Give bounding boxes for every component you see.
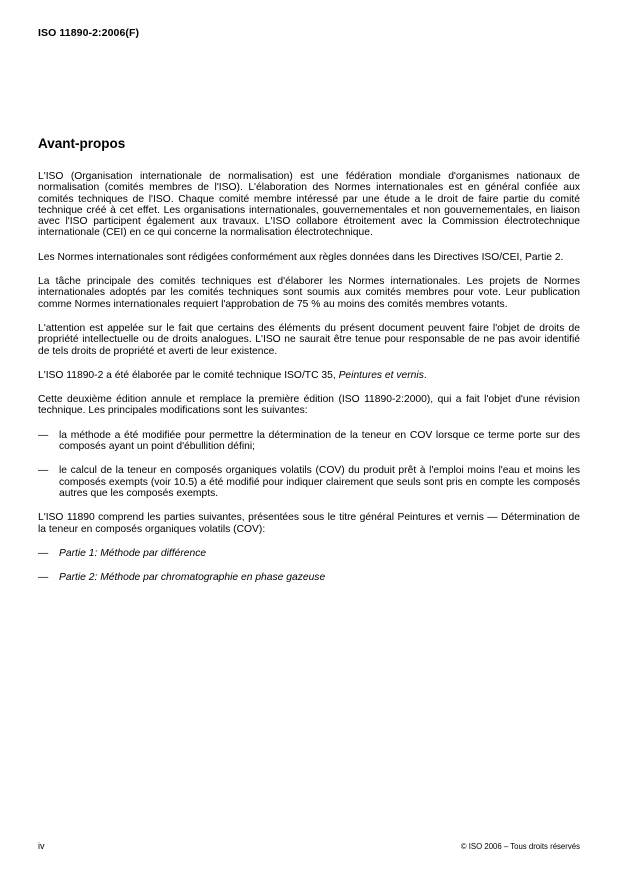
foreword-section — [38, 136, 580, 596]
list-dash: — — [38, 429, 49, 441]
foreword-title: Avant-propos — [38, 136, 126, 151]
committee-title: Peintures et vernis — [338, 369, 424, 381]
paragraph-5-text: L'ISO 11890-2 a été élaborée par le comité technique ISO/TC 35, — [38, 369, 339, 381]
foreword-paragraph-5 — [38, 370, 580, 381]
foreword-paragraph-6: Cette deuxième édition annule et remplace la première édition (ISO 11890-2:2000), qui a fait l'objet d'une révision technique. Les principales modifications sont les suivantes: — [38, 394, 580, 417]
part-list-item — [38, 548, 580, 559]
part-item-text: Partie 1: Méthode par différence — [59, 547, 207, 559]
list-dash: — — [38, 547, 49, 559]
list-dash: — — [38, 572, 49, 584]
foreword-paragraph-2: Les Normes internationales sont rédigées conformément aux règles données dans les Directives ISO/CEI, Partie 2. — [38, 251, 564, 263]
part-item-text: Partie 2: Méthode par chromatographie en phase gazeuse — [59, 572, 326, 584]
list-dash: — — [38, 465, 49, 477]
foreword-paragraph-4: L'attention est appelée sur le fait que certains des éléments du présent document peuvent faire l'objet de droits de propriété intellectuelle ou de droits analogues. L'ISO ne saurait être tenue pour responsable de ne pas avoir identifié de tels droits de propriété et averti de leur existence. — [38, 322, 580, 357]
foreword-paragraph-1: L'ISO (Organisation internationale de normalisation) est une fédération mondiale d'organismes nationaux de normalisation (comités membres de l'ISO). L'élaboration des Normes internationales est en général confiée aux comités techniques de l'ISO. Chaque comité membre intéressé par une étude a le droit de faire partie du comité technique créé à cet effet. Les organisations internationales, gouvernementales et non gouvernementales, en liaison avec l'ISO participent également aux travaux. L'ISO collabore étroitement avec la Commission électrotechnique internationale (CEI) en ce qui concerne la normalisation électrotechnique. — [38, 171, 580, 239]
page-number: iv — [38, 841, 45, 851]
modification-list-item — [38, 430, 580, 453]
modification-item-text: la méthode a été modifiée pour permettre la détermination de la teneur en COV lorsque ce terme porte sur des composés ayant un point d'ébullition défini; — [59, 429, 580, 453]
paragraph-5-period: . — [423, 369, 427, 381]
foreword-paragraph-3: La tâche principale des comités techniques est d'élaborer les Normes internationales. Les projets de Normes internationales adoptés par les comités techniques sont soumis aux comités membres pour vote. Leur publication comme Normes internationales requiert l'approbation de 75 % au moins des comités membres votants. — [38, 276, 580, 310]
document-reference: ISO 11890-2:2006(F) — [38, 27, 140, 39]
foreword-paragraph-7: L'ISO 11890 comprend les parties suivantes, présentées sous le titre général Peintures et vernis — Détermination de la teneur en composés organiques volatils (COV): — [38, 512, 580, 535]
copyright-notice: © ISO 2006 – Tous droits réservés — [460, 842, 580, 851]
modification-list-item — [38, 465, 580, 499]
page-footer — [38, 841, 580, 851]
part-list-item — [38, 572, 580, 583]
modification-item-text: le calcul de la teneur en composés organiques volatils (COV) du produit prêt à l'emploi moins l'eau et moins les composés exempts (voir 10.5) a été modifié pour indiquer clairement que seuls sont pris en compte les composés autres que les composés exempts. — [59, 465, 580, 499]
